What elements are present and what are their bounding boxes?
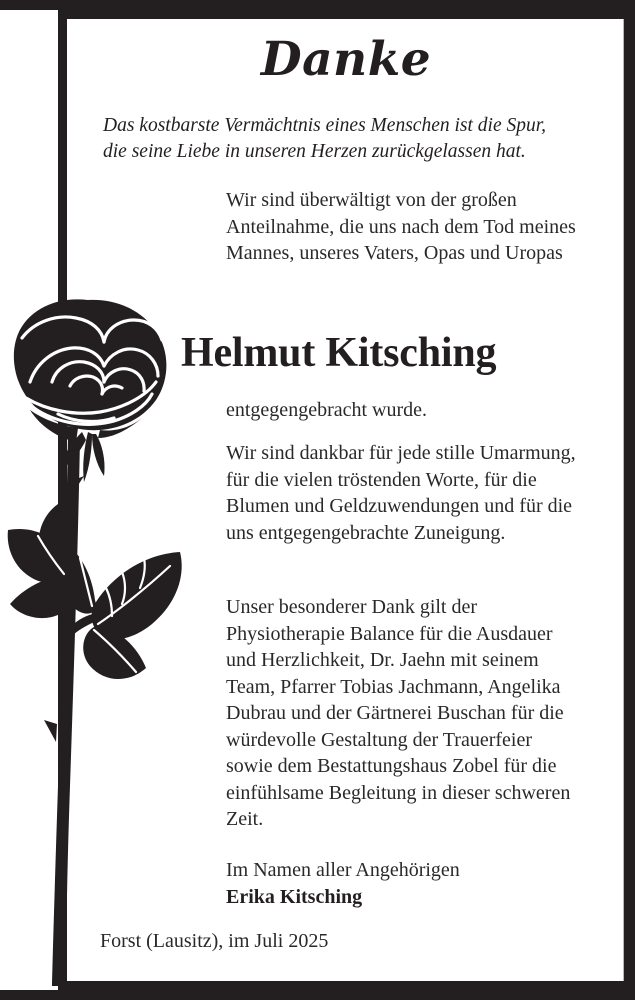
epigraph-line-1: Das kostbarste Vermächtnis eines Menschen ist die Spur,	[103, 115, 547, 136]
paragraph-opening	[226, 187, 581, 267]
paragraph-gratitude-text: Wir sind dankbar für jede stille Umarmung, für die vielen tröstenden Worte, für die Blumen und Geldzuwendungen und für die uns entgegengebrachte Zuneigung.	[226, 442, 576, 544]
paragraph-gratitude	[226, 440, 581, 546]
paragraph-special-thanks-text: Unser besonderer Dank gilt der Physiotherapie Balance für die Ausdauer und Herzlichkeit, Dr. Jaehn mit seinem Team, Pfarrer Tobias Jachmann, Angelika Dubrau und der Gärtnerei Buschan für die würdevolle Gestaltung der Trauerfeier sowie dem Bestattungshaus Zobel für die einfühlsame Begleitung in dieser schweren Zeit.	[226, 596, 571, 830]
paragraph-special-thanks	[226, 594, 581, 833]
epigraph-quote	[103, 113, 573, 165]
paragraph-opening-text: Wir sind überwältigt von der großen Anteilnahme, die uns nach dem Tod meines Mannes, unseres Vaters, Opas und Uropas	[226, 189, 576, 264]
signer-name: Erika Kitsching	[226, 886, 363, 908]
epigraph-line-2: die seine Liebe in unseren Herzen zurückgelassen hat.	[103, 141, 526, 162]
rose-illustration	[0, 286, 190, 986]
rose-icon	[0, 286, 190, 986]
deceased-name: Helmut Kitsching	[181, 330, 497, 376]
place-and-date: Forst (Lausitz), im Juli 2025	[100, 930, 329, 952]
closing-line: Im Namen aller Angehörigen	[226, 859, 460, 881]
closing-block	[226, 857, 586, 911]
page-title: Danke	[260, 32, 432, 87]
paragraph-opening-continuation: entgegengebracht wurde.	[226, 399, 428, 421]
